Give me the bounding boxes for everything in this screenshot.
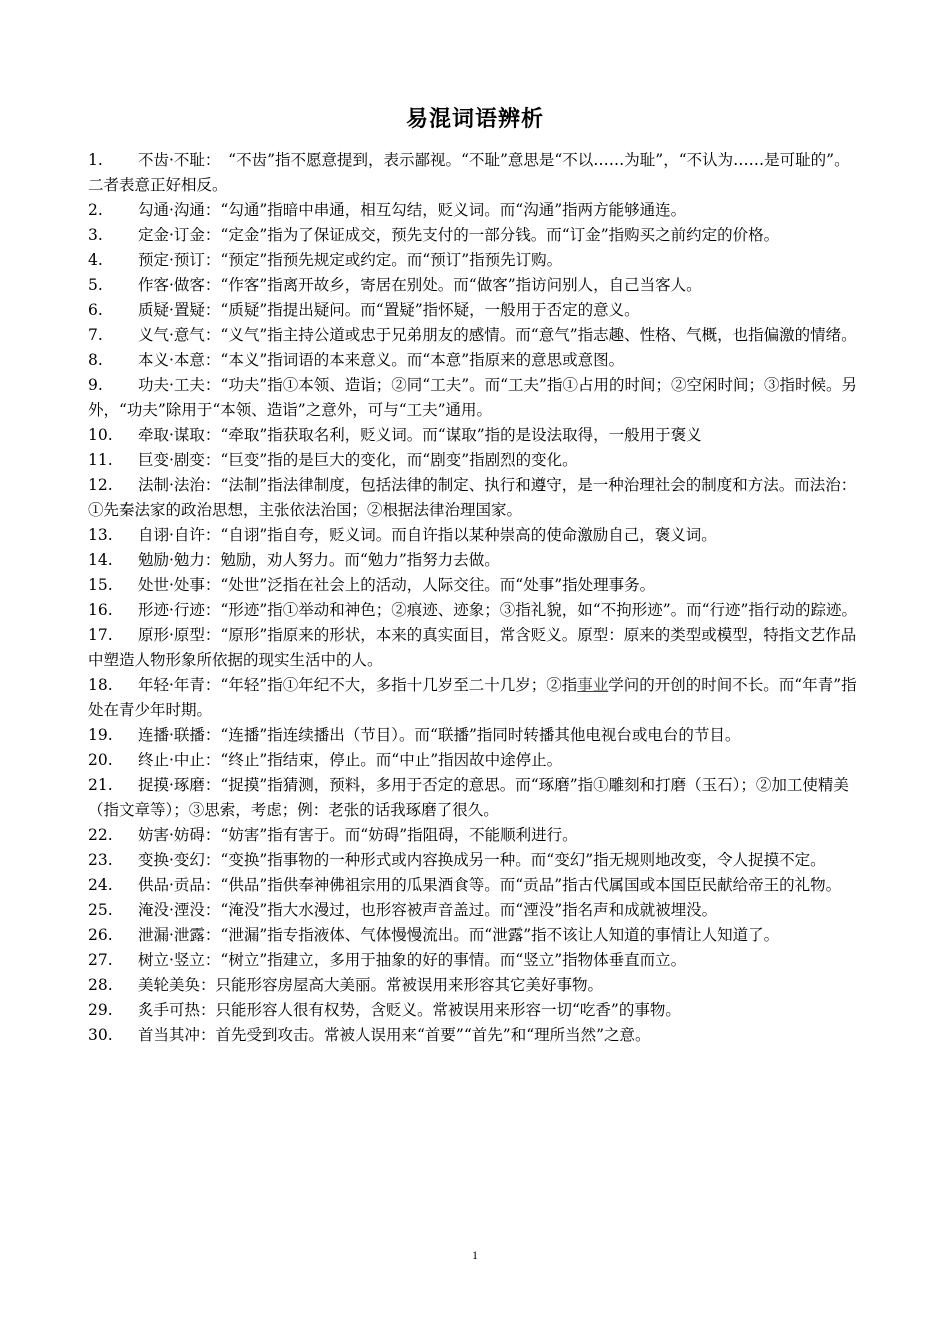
list-item xyxy=(88,348,860,373)
list-item xyxy=(88,723,860,748)
item-number: 5. xyxy=(88,276,103,294)
item-number: 2. xyxy=(88,201,103,219)
list-item xyxy=(88,423,860,448)
list-item xyxy=(88,298,860,323)
item-number: 16. xyxy=(88,601,113,619)
item-text: 泄漏·泄露：“泄漏”指专指液体、气体慢慢流出。而“泄露”指不该让人知道的事情让人知道了。 xyxy=(138,926,780,944)
item-text: 不齿·不耻： “不齿”指不愿意提到，表示鄙视。“不耻”意思是“不以……为耻”，“不认为……是可耻的”。二者表意正好相反。 xyxy=(88,151,850,194)
list-item xyxy=(88,248,860,273)
list-item xyxy=(88,448,860,473)
list-item xyxy=(88,898,860,923)
item-text: 连播·联播：“连播”指连续播出（节目）。而“联播”指同时转播其他电视台或电台的节目。 xyxy=(138,726,741,744)
list-item xyxy=(88,198,860,223)
item-number: 28. xyxy=(88,976,113,994)
item-number: 9. xyxy=(88,376,103,394)
item-number: 18. xyxy=(88,676,113,694)
item-text: 树立·竖立：“树立”指建立，多用于抽象的好的事情。而“竖立”指物体垂直而立。 xyxy=(138,951,687,969)
item-number: 26. xyxy=(88,926,113,944)
list-item xyxy=(88,473,860,523)
item-text: 捉摸·琢磨：“捉摸”指猜测，预料，多用于否定的意思。而“琢磨”指①雕刻和打磨（玉石）；②加工使精美（指文章等）；③思索，考虑；例：老张的话我琢磨了很久。 xyxy=(88,776,849,819)
list-item xyxy=(88,948,860,973)
page-number: 1 xyxy=(472,1248,478,1262)
item-text: 变换·变幻：“变换”指事物的一种形式或内容换成另一种。而“变幻”指无规则地改变，令人捉摸不定。 xyxy=(138,851,826,869)
item-number: 7. xyxy=(88,326,103,344)
list-item xyxy=(88,973,860,998)
item-number: 30. xyxy=(88,1026,113,1044)
item-text: 质疑·置疑：“质疑”指提出疑问。而“置疑”指怀疑，一般用于否定的意义。 xyxy=(138,301,640,319)
list-item xyxy=(88,573,860,598)
list-item xyxy=(88,523,860,548)
item-text: 终止·中止：“终止”指结束，停止。而“中止”指因故中途停止。 xyxy=(138,751,563,769)
item-text: 义气·意气：“义气”指主持公道或忠于兄弟朋友的感情。而“意气”指志趣、性格、气概，也指偏激的情绪。 xyxy=(138,326,857,344)
item-number: 11. xyxy=(88,451,113,469)
item-text: 定金·订金：“定金”指为了保证成交，预先支付的一部分钱。而“订金”指购买之前约定的价格。 xyxy=(138,226,780,244)
item-number: 8. xyxy=(88,351,103,369)
item-text: 学问的开创的时间不长。而“年青”指处在青少年时期。 xyxy=(88,676,857,719)
item-text: 首当其冲：首先受到攻击。常被人误用来“首要”“首先”和“理所当然”之意。 xyxy=(138,1026,651,1044)
list-item xyxy=(88,273,860,298)
list-item xyxy=(88,923,860,948)
item-number: 15. xyxy=(88,576,113,594)
item-number: 17. xyxy=(88,626,113,644)
list-item xyxy=(88,998,860,1023)
item-number: 3. xyxy=(88,226,103,244)
item-text: 预定·预订：“预定”指预先规定或约定。而“预订”指预先订购。 xyxy=(138,251,563,269)
item-number: 29. xyxy=(88,1001,113,1019)
item-number: 22. xyxy=(88,826,113,844)
item-text: 妨害·妨碍：“妨害”指有害于。而“妨碍”指阻碍，不能顺利进行。 xyxy=(138,826,578,844)
item-text: 供品·贡品：“供品”指供奉神佛祖宗用的瓜果酒食等。而“贡品”指古代属国或本国臣民献给帝王的礼物。 xyxy=(138,876,842,894)
word-list xyxy=(88,148,860,1048)
item-number: 27. xyxy=(88,951,113,969)
underlined-link-text[interactable]: 事业 xyxy=(577,676,609,694)
item-text: 处世·处事：“处世”泛指在社会上的活动，人际交往。而“处事”指处理事务。 xyxy=(138,576,656,594)
item-text: 炙手可热：只能形容人很有权势，含贬义。常被误用来形容一切“吃香”的事物。 xyxy=(138,1001,681,1019)
list-item xyxy=(88,848,860,873)
list-item xyxy=(88,223,860,248)
item-text: 功夫·工夫：“功夫”指①本领、造诣；②同“工夫”。而“工夫”指①占用的时间；②空闲时间；③指时候。另外，“功夫”除用于“本领、造诣”之意外，可与“工夫”通用。 xyxy=(88,376,857,419)
item-number: 4. xyxy=(88,251,103,269)
list-item xyxy=(88,598,860,623)
item-number: 24. xyxy=(88,876,113,894)
list-item xyxy=(88,748,860,773)
list-item xyxy=(88,373,860,423)
item-text: 本义·本意：“本义”指词语的本来意义。而“本意”指原来的意思或意图。 xyxy=(138,351,625,369)
item-number: 19. xyxy=(88,726,113,744)
item-number: 10. xyxy=(88,426,113,444)
item-text: 年轻·年青：“年轻”指①年纪不大，多指十几岁至二十几岁；②指 xyxy=(138,676,578,694)
item-text: 美轮美奂：只能形容房屋高大美丽。常被误用来形容其它美好事物。 xyxy=(138,976,604,994)
item-number: 20. xyxy=(88,751,113,769)
item-number: 25. xyxy=(88,901,113,919)
list-item xyxy=(88,673,860,723)
item-text: 原形·原型：“原形”指原来的形状，本来的真实面目，常含贬义。原型：原来的类型或模型，特指文艺作品中塑造人物形象所依据的现实生活中的人。 xyxy=(88,626,857,669)
item-text: 勉励·勉力：勉励，劝人努力。而“勉力”指努力去做。 xyxy=(138,551,500,569)
list-item xyxy=(88,548,860,573)
item-text: 巨变·剧变：“巨变”指的是巨大的变化，而“剧变”指剧烈的变化。 xyxy=(138,451,578,469)
item-number: 1. xyxy=(88,151,103,169)
item-number: 6. xyxy=(88,301,103,319)
list-item xyxy=(88,1023,860,1048)
item-number: 21. xyxy=(88,776,113,794)
item-number: 12. xyxy=(88,476,113,494)
item-text: 淹没·湮没：“淹没”指大水漫过，也形容被声音盖过。而“湮没”指名声和成就被埋没。 xyxy=(138,901,718,919)
page-title: 易混词语辨析 xyxy=(405,107,544,132)
list-item xyxy=(88,823,860,848)
item-number: 14. xyxy=(88,551,113,569)
item-text: 自诩·自许：“自诩”指自夸，贬义词。而自许指以某种崇高的使命激励自己，褒义词。 xyxy=(138,526,717,544)
item-text: 勾通·沟通：“勾通”指暗中串通，相互勾结，贬义词。而“沟通”指两方能够通连。 xyxy=(138,201,687,219)
list-item xyxy=(88,323,860,348)
list-item xyxy=(88,623,860,673)
item-number: 23. xyxy=(88,851,113,869)
item-text: 作客·做客：“作客”指离开故乡，寄居在别处。而“做客”指访问别人，自己当客人。 xyxy=(138,276,702,294)
item-text: 形迹·行迹：“形迹”指①举动和神色；②痕迹、迹象；③指礼貌，如“不拘形迹”。而“行迹”指行动的踪迹。 xyxy=(138,601,857,619)
item-number: 13. xyxy=(88,526,113,544)
list-item xyxy=(88,773,860,823)
item-text: 牵取·谋取：“牵取”指获取名利，贬义词。而“谋取”指的是设法取得，一般用于褒义 xyxy=(138,426,702,444)
list-item xyxy=(88,873,860,898)
item-text: 法制·法治：“法制”指法律制度，包括法律的制定、执行和遵守，是一种治理社会的制度和方法。而法治：①先秦法家的政治思想，主张依法治国；②根据法律治理国家。 xyxy=(88,476,857,519)
list-item xyxy=(88,148,860,198)
